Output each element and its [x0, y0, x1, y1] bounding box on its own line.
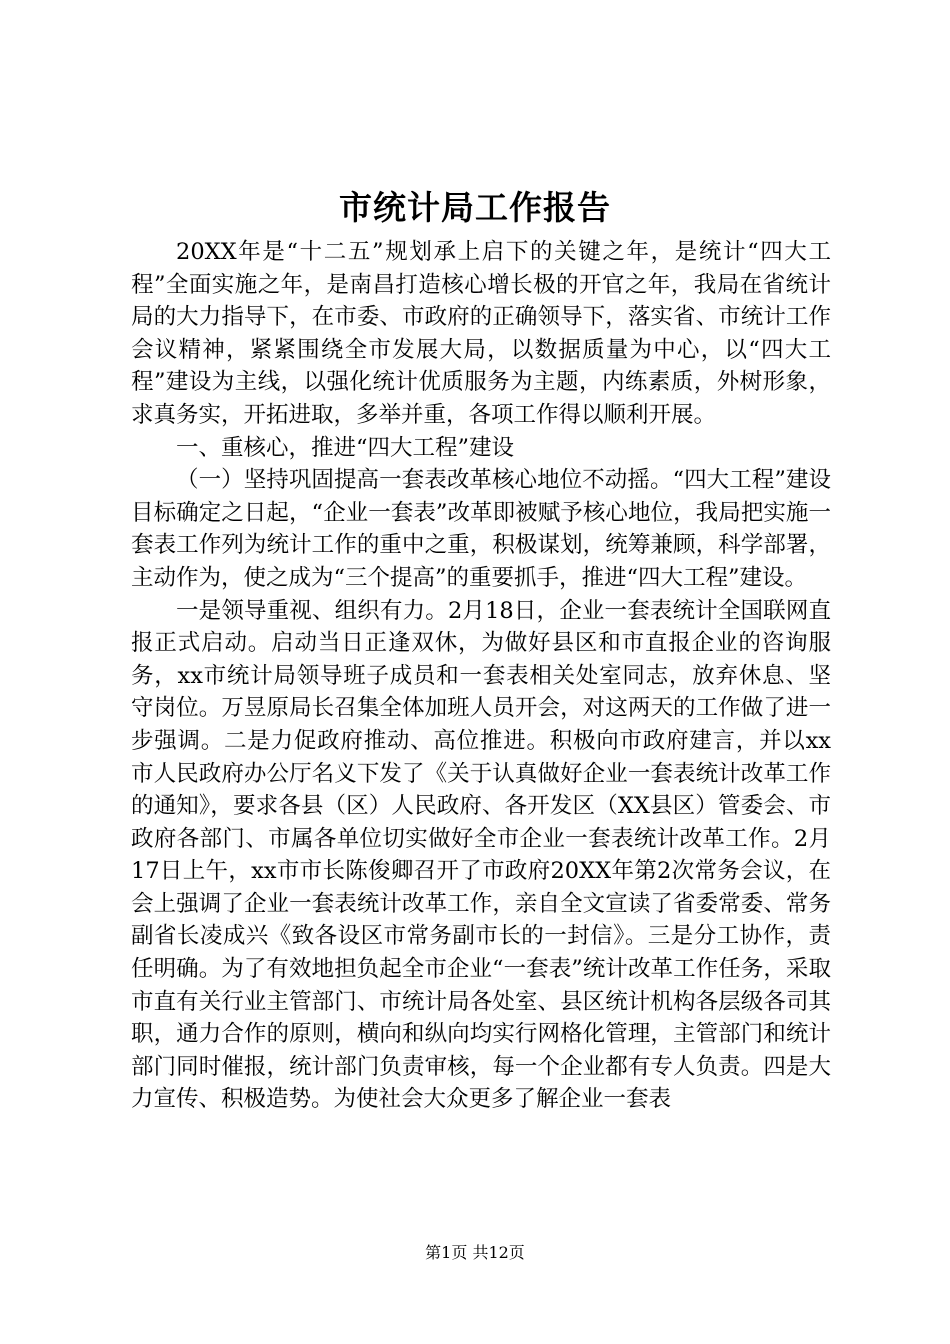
section-heading: 一、重核心，推进“四大工程”建设: [176, 434, 515, 461]
document-title: 市统计局工作报告: [339, 188, 611, 227]
paragraph-intro: 20XX年是“十二五”规划承上启下的关键之年，是统计“四大工程”全面实施之年，是南昌打造核心增长极的开官之年，我局在省统计局的大力指导下，在市委、市政府的正确领导下，落实省、市统计工作会议精神，紧紧围绕全市发展大局，以数据质量为中心，以“四大工程”建设为主线，以强化统计优质服务为主题，内练素质，外树形象，求真务实，开拓进取，多举并重，各项工作得以顺利开展。: [131, 239, 831, 428]
page-footer: 第1页 共12页: [425, 1243, 525, 1262]
document-body: [131, 236, 831, 1116]
paragraph-details: 一是领导重视、组织有力。2月18日，企业一套表统计全国联网直报正式启动。启动当日正逢双休，为做好县区和市直报企业的咨询服务，xx市统计局领导班子成员和一套表相关处室同志，放弃休息、坚守岗位。万昱原局长召集全体加班人员开会，对这两天的工作做了进一步强调。二是力促政府推动、高位推进。积极向市政府建言，并以xx市人民政府办公厅名义下发了《关于认真做好企业一套表统计改革工作的通知》，要求各县（区）人民政府、各开发区（XX县区）管委会、市政府各部门、市属各单位切实做好全市企业一套表统计改革工作。2月17日上午，xx市市长陈俊卿召开了市政府20XX年第2次常务会议，在会上强调了企业一套表统计改革工作，亲自全文宣读了省委常委、常务副省长凌成兴《致各设区市常务副市长的一封信》。三是分工协作，责任明确。为了有效地担负起全市企业“一套表”统计改革工作任务，采取市直有关行业主管部门、市统计局各处室、县区统计机构各层级各司其职，通力合作的原则，横向和纵向均实行网格化管理，主管部门和统计部门同时催报，统计部门负责审核，每一个企业都有专人负责。四是大力宣传、积极造势。为使社会大众更多了解企业一套表: [131, 597, 831, 1113]
paragraph-subsection-1: （一）坚持巩固提高一套表改革核心地位不动摇。“四大工程”建设目标确定之日起，“企业一套表”改革即被赋予核心地位，我局把实施一套表工作列为统计工作的重中之重，积极谋划，统筹兼顾，科学部署，主动作为，使之成为“三个提高”的重要抓手，推进“四大工程”建设。: [131, 467, 831, 591]
